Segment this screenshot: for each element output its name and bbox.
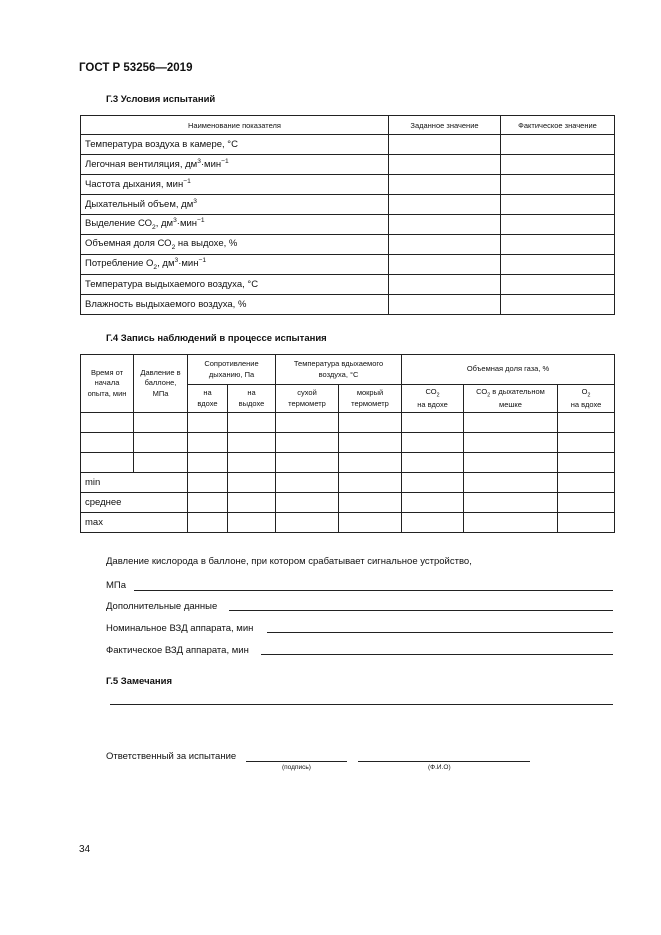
alarm-pressure-unit: МПа [106,580,127,591]
nominal-time-input[interactable] [267,632,613,633]
remarks-input[interactable] [110,704,613,705]
column-header: Заданное значение [389,116,501,135]
data-cell[interactable] [558,413,615,433]
header-co2-bag: $СО_2$ в дыхательном мешке [464,385,558,413]
parameter-name: Дыхательный объем, $дм^3$ [81,195,389,215]
data-cell[interactable] [188,493,228,513]
actual-value-cell[interactable] [501,255,615,275]
data-cell[interactable] [464,413,558,433]
additional-data-label: Дополнительные данные [106,601,218,612]
signature-caption: (подпись) [282,764,311,771]
table-row [81,195,615,215]
actual-value-cell[interactable] [501,295,615,315]
data-cell[interactable] [339,473,402,493]
data-cell[interactable] [402,413,464,433]
data-cell[interactable] [81,453,134,473]
data-cell[interactable] [276,433,339,453]
data-cell[interactable] [402,453,464,473]
header-resistance-inhale: на вдохе [188,385,228,413]
data-cell[interactable] [558,433,615,453]
set-value-cell[interactable] [389,275,501,295]
table-row [81,155,615,175]
observations-table [80,354,615,533]
table-row [81,235,615,255]
header-pressure: Давление в баллоне, МПа [134,355,188,413]
data-cell[interactable] [558,453,615,473]
data-cell[interactable] [339,513,402,533]
data-cell[interactable] [402,433,464,453]
parameter-name: Выделение $СО_2$, $дм^3\cdot мин^{-1}$ [81,215,389,235]
table-header-row [81,116,615,135]
page-number: 34 [79,844,91,855]
data-cell[interactable] [464,513,558,533]
header-o2-inhale: $О_2$ на вдохе [558,385,615,413]
signature-input[interactable] [246,761,347,762]
data-cell[interactable] [339,413,402,433]
data-cell[interactable] [558,473,615,493]
data-cell[interactable] [188,473,228,493]
parameter-name: Температура воздуха в камере, °С [81,135,389,155]
data-cell[interactable] [464,433,558,453]
data-cell[interactable] [134,453,188,473]
parameter-name: Частота дыхания, мин$^{-1}$ [81,175,389,195]
data-cell[interactable] [464,473,558,493]
set-value-cell[interactable] [389,135,501,155]
parameter-name: Легочная вентиляция, $дм^3\cdot мин^{-1}$ [81,155,389,175]
header-resistance-exhale: на выдохе [228,385,276,413]
alarm-pressure-input[interactable] [134,590,613,591]
data-cell[interactable] [402,513,464,533]
header-gas-fraction: Объемная доля газа, % [402,355,615,385]
data-cell[interactable] [464,493,558,513]
data-cell[interactable] [188,453,228,473]
header-temperature: Температура вдыхаемого воздуха, °С [276,355,402,385]
data-cell[interactable] [276,453,339,473]
test-conditions-table [80,115,615,315]
header-wet-thermometer: мокрый термометр [339,385,402,413]
data-cell[interactable] [276,473,339,493]
responsible-label: Ответственный за испытание [106,751,237,762]
section-g4-title: Г.4 Запись наблюдений в процессе испытания [106,333,327,344]
data-cell[interactable] [228,453,276,473]
data-cell[interactable] [339,493,402,513]
table-row [81,275,615,295]
data-cell[interactable] [464,453,558,473]
data-cell[interactable] [188,433,228,453]
table-row [81,433,615,453]
summary-label: min [81,473,188,493]
parameter-name: Температура выдыхаемого воздуха, °С [81,275,389,295]
section-g3-title: Г.3 Условия испытаний [106,94,216,105]
actual-value-cell[interactable] [501,135,615,155]
data-cell[interactable] [558,513,615,533]
data-cell[interactable] [228,513,276,533]
actual-time-label: Фактическое ВЗД аппарата, мин [106,645,249,656]
nominal-time-label: Номинальное ВЗД аппарата, мин [106,623,254,634]
data-cell[interactable] [276,493,339,513]
data-cell[interactable] [81,413,134,433]
data-cell[interactable] [228,493,276,513]
set-value-cell[interactable] [389,295,501,315]
table-row [81,135,615,155]
full-name-caption: (Ф.И.О) [428,764,451,771]
actual-value-cell[interactable] [501,195,615,215]
data-cell[interactable] [558,493,615,513]
summary-label: max [81,513,188,533]
set-value-cell[interactable] [389,155,501,175]
data-cell[interactable] [134,433,188,453]
table-row-max [81,513,615,533]
column-header: Фактическое значение [501,116,615,135]
alarm-pressure-label: Давление кислорода в баллоне, при котором срабатывает сигнальное устройство, [106,556,472,567]
full-name-input[interactable] [358,761,530,762]
data-cell[interactable] [188,413,228,433]
set-value-cell[interactable] [389,195,501,215]
table-row [81,255,615,275]
data-cell[interactable] [188,513,228,533]
table-row [81,215,615,235]
data-cell[interactable] [402,473,464,493]
data-cell[interactable] [276,413,339,433]
parameter-name: Объемная доля $СО_2$ на выдохе, % [81,235,389,255]
actual-value-cell[interactable] [501,275,615,295]
section-g5-title: Г.5 Замечания [106,676,172,687]
actual-time-input[interactable] [261,654,613,655]
set-value-cell[interactable] [389,235,501,255]
data-cell[interactable] [339,433,402,453]
actual-value-cell[interactable] [501,175,615,195]
data-cell[interactable] [402,493,464,513]
actual-value-cell[interactable] [501,155,615,175]
header-resistance: Сопротивление дыханию, Па [188,355,276,385]
header-time: Время от начала опыта, мин [81,355,134,413]
table-row [81,175,615,195]
data-cell[interactable] [134,413,188,433]
table-row [81,453,615,473]
data-cell[interactable] [339,453,402,473]
header-co2-inhale: $СО_2$ на вдохе [402,385,464,413]
actual-value-cell[interactable] [501,235,615,255]
set-value-cell[interactable] [389,175,501,195]
table-row-min [81,473,615,493]
header-dry-thermometer: сухой термометр [276,385,339,413]
data-cell[interactable] [228,473,276,493]
summary-label: среднее [81,493,188,513]
set-value-cell[interactable] [389,215,501,235]
data-cell[interactable] [276,513,339,533]
data-cell[interactable] [228,413,276,433]
table-row-average [81,493,615,513]
data-cell[interactable] [81,433,134,453]
parameter-name: Потребление $О_2$, $дм^3\cdot мин^{-1}$ [81,255,389,275]
document-code: ГОСТ Р 53256—2019 [79,62,193,74]
table-header-row [81,355,615,385]
actual-value-cell[interactable] [501,215,615,235]
additional-data-input[interactable] [229,610,613,611]
table-row [81,295,615,315]
set-value-cell[interactable] [389,255,501,275]
column-header: Наименование показателя [81,116,389,135]
parameter-name: Влажность выдыхаемого воздуха, % [81,295,389,315]
table-row [81,413,615,433]
data-cell[interactable] [228,433,276,453]
